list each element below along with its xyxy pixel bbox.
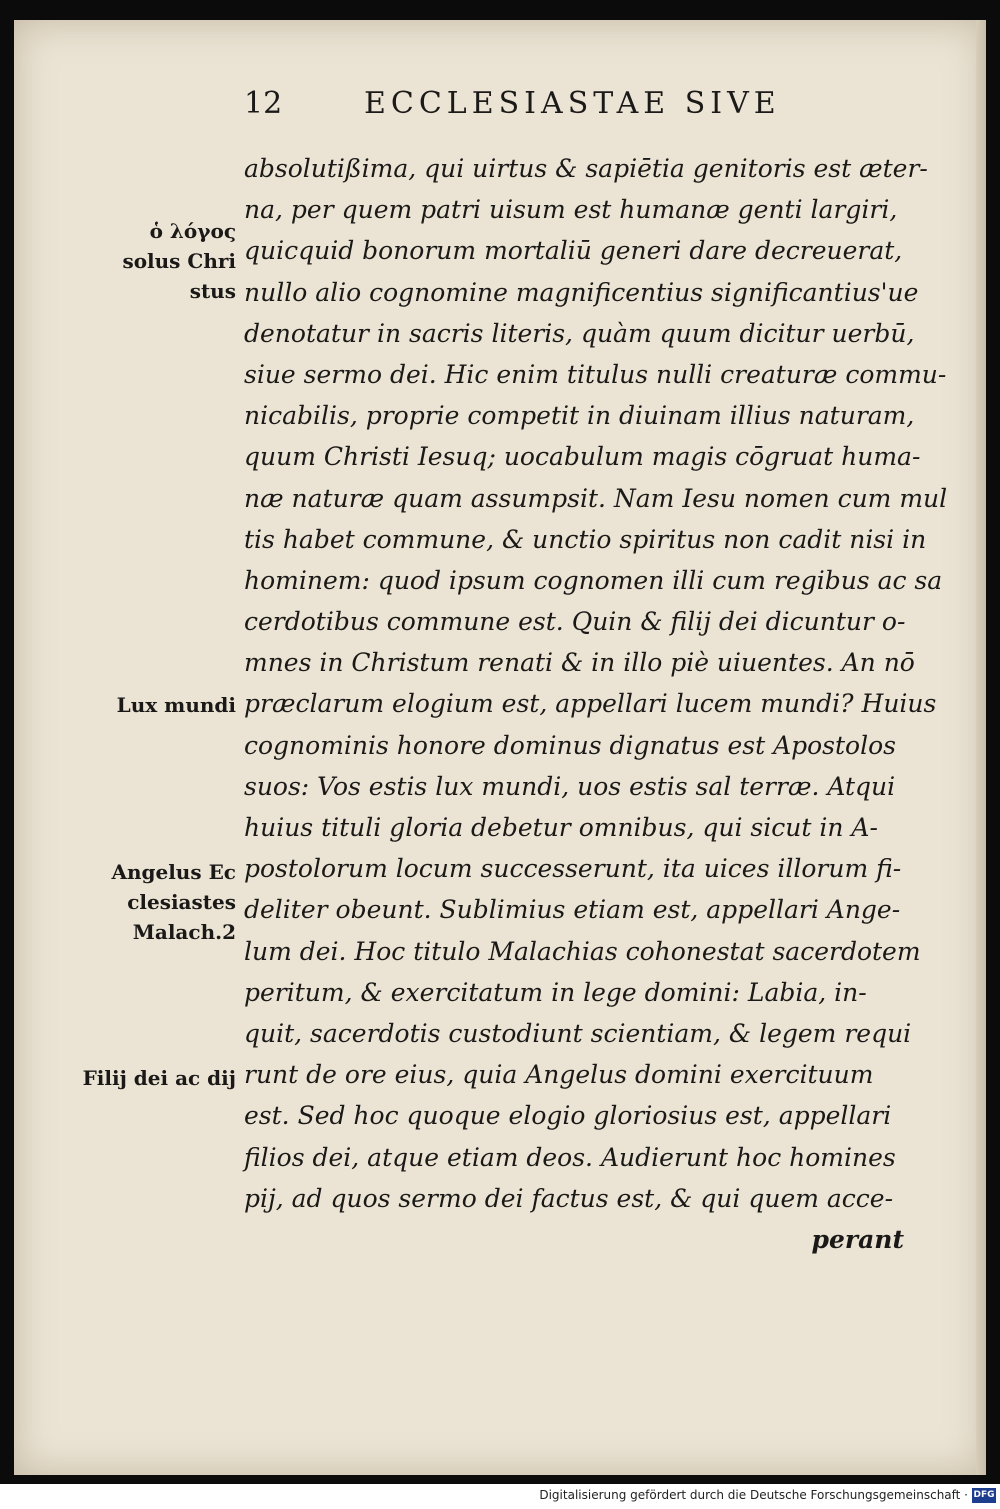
text-line: mnes in Christum renati & in illo piè uiuentes. An nō	[244, 648, 915, 678]
text-line: pij, ad quos sermo dei factus est, & qui quem acce-	[244, 1183, 894, 1213]
margin-note-line: ὁ λόγος	[149, 219, 236, 243]
page-header	[232, 86, 832, 132]
text-line: denotatur in sacris literis, quàm quum dicitur uerbū,	[244, 318, 915, 348]
margin-note-line: Angelus Ec	[111, 860, 236, 884]
catchword: perant	[811, 1224, 904, 1254]
digitization-credit: Digitalisierung gefördert durch die Deutsche Forschungsgemeinschaft ·	[539, 1488, 968, 1502]
text-line: quum Christi Iesuq; uocabulum magis cōgruat huma-	[244, 442, 921, 472]
margin-note-line: Malach.2	[132, 920, 236, 944]
margin-note-logos	[122, 216, 236, 306]
text-line: siue sermo dei. Hic enim titulus nulli creaturæ commu-	[244, 359, 947, 389]
text-line: præclarum elogium est, appellari lucem mundi? Huius	[244, 689, 937, 719]
text-line: est. Sed hoc quoque elogio gloriosius est, appellari	[244, 1101, 892, 1131]
margin-note-line: stus	[189, 279, 236, 303]
running-title: ECCLESIASTAE SIVE	[364, 86, 781, 121]
text-line: filios dei, atque etiam deos. Audierunt hoc homines	[244, 1142, 896, 1172]
text-line: cognominis honore dominus dignatus est Apostolos	[244, 730, 896, 760]
margin-note-line: clesiastes	[127, 890, 236, 914]
text-line: cerdotibus commune est. Quin & filij dei dicuntur o-	[244, 607, 906, 637]
page-number: 12	[244, 86, 283, 121]
text-line: absolutißima, qui uirtus & sapiētia genitoris est æter-	[244, 154, 928, 183]
text-line: nicabilis, proprie competit in diuinam illius naturam,	[244, 401, 915, 431]
margin-note-angelus	[111, 857, 236, 947]
text-line: na, per quem patri uisum est humanæ genti largiri,	[244, 195, 898, 225]
margin-note-line: solus Chri	[122, 249, 236, 273]
footer-bar	[0, 1484, 1000, 1509]
text-line: lum dei. Hoc titulo Malachias cohonestat sacerdotem	[244, 936, 921, 966]
text-line: hominem: quod ipsum cognomen illi cum regibus ac sa	[244, 565, 943, 595]
margin-note-line: Lux mundi	[116, 693, 236, 717]
text-line: runt de ore eius, quia Angelus domini exercituum	[244, 1060, 874, 1090]
margin-note-filij	[83, 1063, 236, 1093]
text-line: peritum, & exercitatum in lege domini: Labia, in-	[244, 977, 867, 1007]
text-line: suos: Vos estis lux mundi, uos estis sal terræ. Atqui	[244, 771, 896, 801]
body-text	[244, 148, 948, 1260]
text-line: næ naturæ quam assumpsit. Nam Iesu nomen cum mul	[244, 483, 948, 513]
text-line: deliter obeunt. Sublimius etiam est, appellari Ange-	[244, 895, 901, 925]
text-line: postolorum locum successerunt, ita uices illorum fi-	[244, 854, 902, 884]
text-line: tis habet commune, & unctio spiritus non cadit nisi in	[244, 524, 927, 554]
text-line: quicquid bonorum mortaliū generi dare decreuerat,	[244, 236, 903, 266]
margin-note-lux	[117, 690, 236, 720]
page-edge	[976, 20, 986, 1475]
dfg-logo-icon: DFG	[972, 1488, 996, 1503]
text-line: nullo alio cognomine magnificentius significantius'ue	[244, 277, 919, 307]
margin-note-line: Filij dei ac dij	[82, 1066, 236, 1090]
text-line: quit, sacerdotis custodiunt scientiam, & legem requi	[244, 1018, 912, 1048]
text-line: huius tituli gloria debetur omnibus, qui sicut in A-	[244, 813, 878, 842]
